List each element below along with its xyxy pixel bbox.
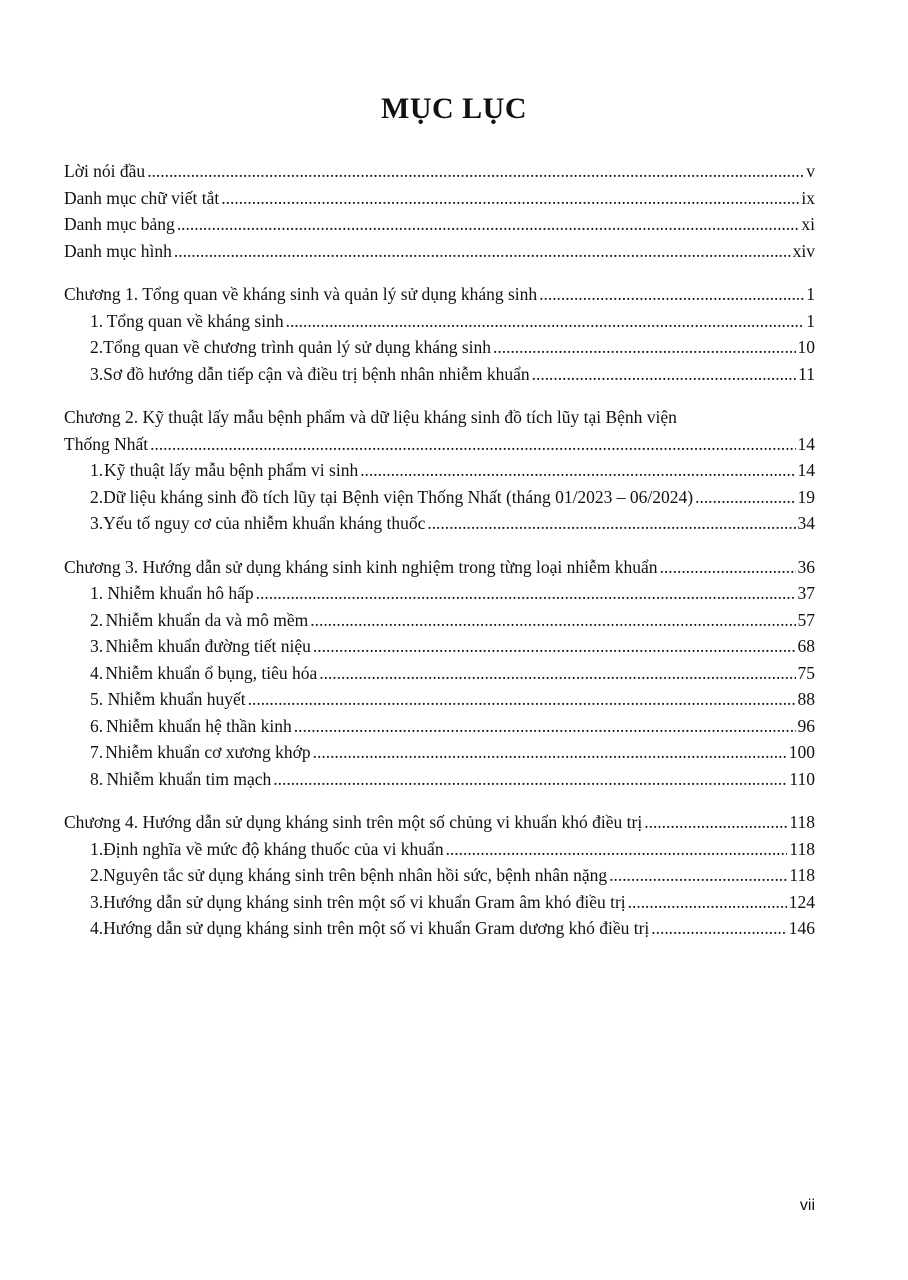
toc-section-label: Nhiễm khuẩn tim mạch [106, 768, 272, 789]
toc-section-entry[interactable] [64, 713, 815, 740]
toc-section-entry[interactable] [64, 633, 815, 660]
toc-section-page: 118 [789, 838, 815, 859]
toc-section-label: Nhiễm khuẩn hô hấp [107, 583, 254, 603]
toc-section-entry[interactable] [64, 915, 815, 942]
table-of-contents [64, 158, 815, 959]
toc-entry-page: ix [801, 187, 815, 208]
toc-section-label: Yếu tố nguy cơ của nhiễm khuẩn kháng thuốc [103, 513, 426, 533]
toc-section-entry[interactable] [64, 739, 815, 766]
toc-section-entry[interactable] [64, 510, 815, 537]
toc-section-number: 1. [90, 838, 104, 859]
toc-entry-label: Danh mục hình [64, 240, 172, 261]
toc-section-page: 34 [797, 513, 815, 533]
toc-section-label: Kỹ thuật lấy mẫu bệnh phẩm vi sinh [104, 460, 359, 480]
toc-section-entry[interactable] [64, 361, 815, 388]
toc-chapter-label: Chương 1. Tổng quan về kháng sinh và quản lý sử dụng kháng sinh [64, 284, 538, 304]
toc-section-number: 6. [90, 715, 104, 736]
toc-section-page: 10 [797, 337, 815, 357]
toc-section-page: 57 [797, 609, 815, 630]
toc-section-entry[interactable] [64, 457, 815, 484]
toc-section-label: Nguyên tắc sử dụng kháng sinh trên bệnh nhân hồi sức, bệnh nhân nặng [103, 865, 608, 885]
dot-leader [310, 607, 795, 634]
toc-section-label: Tổng quan về kháng sinh [106, 310, 284, 331]
toc-section-label: Nhiễm khuẩn ổ bụng, tiêu hóa [105, 662, 318, 683]
toc-front-matter [64, 158, 815, 264]
dot-leader [248, 686, 796, 713]
toc-section-page: 75 [797, 662, 815, 683]
toc-section-label: Hướng dẫn sử dụng kháng sinh trên một số vi khuẩn Gram âm khó điều trị [103, 891, 626, 912]
toc-section-label: Nhiễm khuẩn cơ xương khớp [105, 742, 311, 762]
toc-chapter-label-cont: Thống Nhất [64, 433, 149, 454]
toc-section-number: 8. [90, 768, 104, 789]
toc-section-number: 2. [90, 865, 104, 885]
dot-leader [539, 281, 804, 308]
toc-section-page: 11 [798, 363, 815, 384]
toc-entry-label: Danh mục chữ viết tắt [64, 187, 220, 208]
toc-chapter-page: 118 [789, 812, 815, 832]
dot-leader [695, 484, 795, 511]
toc-section-page: 124 [788, 891, 815, 912]
dot-leader [150, 431, 795, 458]
toc-section-entry[interactable] [64, 862, 815, 889]
toc-section-page: 19 [797, 486, 815, 507]
toc-chapter-page: 36 [797, 556, 815, 577]
toc-section-number: 1. [90, 583, 104, 603]
toc-section-label: Nhiễm khuẩn đường tiết niệu [105, 636, 311, 656]
toc-section-number: 2. [90, 609, 104, 630]
toc-section-entry[interactable] [64, 889, 815, 916]
dot-leader [294, 713, 796, 740]
toc-section-entry[interactable] [64, 484, 815, 511]
toc-section-page: 96 [797, 715, 815, 736]
toc-chapter-label: Chương 3. Hướng dẫn sử dụng kháng sinh kinh nghiệm trong từng loại nhiễm khuẩn [64, 556, 658, 577]
dot-leader [427, 510, 795, 537]
toc-section-number: 4. [90, 918, 104, 938]
dot-leader [532, 361, 797, 388]
toc-section-number: 3. [90, 891, 104, 912]
toc-section-entry[interactable] [64, 836, 815, 863]
toc-section-page: 68 [797, 636, 815, 656]
toc-entry-page: xiv [792, 240, 815, 261]
toc-chapter-label[interactable]: Chương 2. Kỹ thuật lấy mẫu bệnh phẩm và dữ liệu kháng sinh đồ tích lũy tại Bệnh viện [64, 407, 677, 427]
toc-section-label: Dữ liệu kháng sinh đồ tích lũy tại Bệnh viện Thống Nhất (tháng 01/2023 – 06/2024) [103, 486, 694, 507]
dot-leader [174, 238, 791, 265]
dot-leader [651, 915, 786, 942]
dot-leader [147, 158, 804, 185]
toc-entry[interactable] [64, 185, 815, 212]
toc-chapter-entry[interactable] [64, 281, 815, 308]
toc-section-number: 5. [90, 689, 104, 709]
dot-leader [609, 862, 787, 889]
toc-section-label: Tổng quan về chương trình quản lý sử dụng kháng sinh [103, 337, 492, 357]
toc-section-page: 100 [788, 742, 815, 762]
toc-section-page: 110 [789, 768, 815, 789]
toc-section-number: 1. [90, 310, 104, 331]
toc-section-entry[interactable] [64, 334, 815, 361]
toc-entry-label: Danh mục bảng [64, 214, 175, 234]
toc-section-number: 3. [90, 363, 104, 384]
toc-section-page: 118 [789, 865, 815, 885]
toc-section-number: 7. [90, 742, 104, 762]
page-number: vii [799, 1197, 815, 1214]
dot-leader [644, 809, 787, 836]
dot-leader [286, 308, 805, 335]
dot-leader [177, 211, 800, 238]
toc-section-entry[interactable] [64, 686, 815, 713]
toc-chapter-page: 1 [806, 284, 815, 304]
dot-leader [221, 185, 799, 212]
toc-section-page: 37 [797, 583, 815, 603]
toc-section-number: 1. [90, 460, 104, 480]
toc-chapter-2 [64, 404, 815, 537]
toc-entry[interactable] [64, 211, 815, 238]
toc-chapter-label: Chương 4. Hướng dẫn sử dụng kháng sinh trên một số chủng vi khuẩn khó điều trị [64, 812, 643, 832]
toc-chapter-3 [64, 554, 815, 793]
toc-chapter-page: 14 [797, 433, 815, 454]
toc-entry[interactable] [64, 158, 815, 185]
toc-section-label: Sơ đồ hướng dẫn tiếp cận và điều trị bệnh nhân nhiễm khuẩn [103, 363, 530, 384]
toc-section-page: 88 [797, 689, 815, 709]
page-title: MỤC LỤC [381, 92, 527, 125]
toc-section-label: Nhiễm khuẩn hệ thần kinh [106, 715, 292, 736]
toc-chapter-1 [64, 281, 815, 387]
toc-section-page: 146 [788, 918, 815, 938]
dot-leader [273, 766, 787, 793]
toc-chapter-4 [64, 809, 815, 942]
toc-section-label: Nhiễm khuẩn huyết [107, 689, 246, 709]
toc-section-number: 2. [90, 337, 104, 357]
toc-section-label: Hướng dẫn sử dụng kháng sinh trên một số vi khuẩn Gram dương khó điều trị [103, 918, 650, 938]
toc-section-number: 2. [90, 486, 104, 507]
toc-entry-page: xi [801, 214, 815, 234]
dot-leader [660, 554, 796, 581]
toc-section-page: 14 [797, 460, 815, 480]
toc-section-label: Nhiễm khuẩn da và mô mềm [105, 609, 309, 630]
dot-leader [319, 660, 795, 687]
dot-leader [628, 889, 787, 916]
toc-section-entry[interactable] [64, 766, 815, 793]
toc-section-entry[interactable] [64, 607, 815, 634]
toc-section-entry[interactable] [64, 308, 815, 335]
toc-entry-label: Lời nói đầu [64, 161, 146, 181]
dot-leader [493, 334, 795, 361]
toc-section-number: 3. [90, 513, 104, 533]
toc-chapter-entry[interactable] [64, 431, 815, 458]
toc-section-label: Định nghĩa về mức độ kháng thuốc của vi khuẩn [103, 838, 444, 859]
toc-section-entry[interactable] [64, 580, 815, 607]
toc-entry[interactable] [64, 238, 815, 265]
dot-leader [446, 836, 788, 863]
dot-leader [313, 633, 796, 660]
dot-leader [360, 457, 795, 484]
dot-leader [256, 580, 796, 607]
toc-chapter-entry[interactable] [64, 554, 815, 581]
dot-leader [313, 739, 787, 766]
toc-entry-page: v [806, 161, 815, 181]
toc-section-page: 1 [806, 310, 815, 331]
toc-section-entry[interactable] [64, 660, 815, 687]
toc-chapter-entry[interactable] [64, 809, 815, 836]
toc-section-number: 3. [90, 636, 104, 656]
toc-section-number: 4. [90, 662, 104, 683]
